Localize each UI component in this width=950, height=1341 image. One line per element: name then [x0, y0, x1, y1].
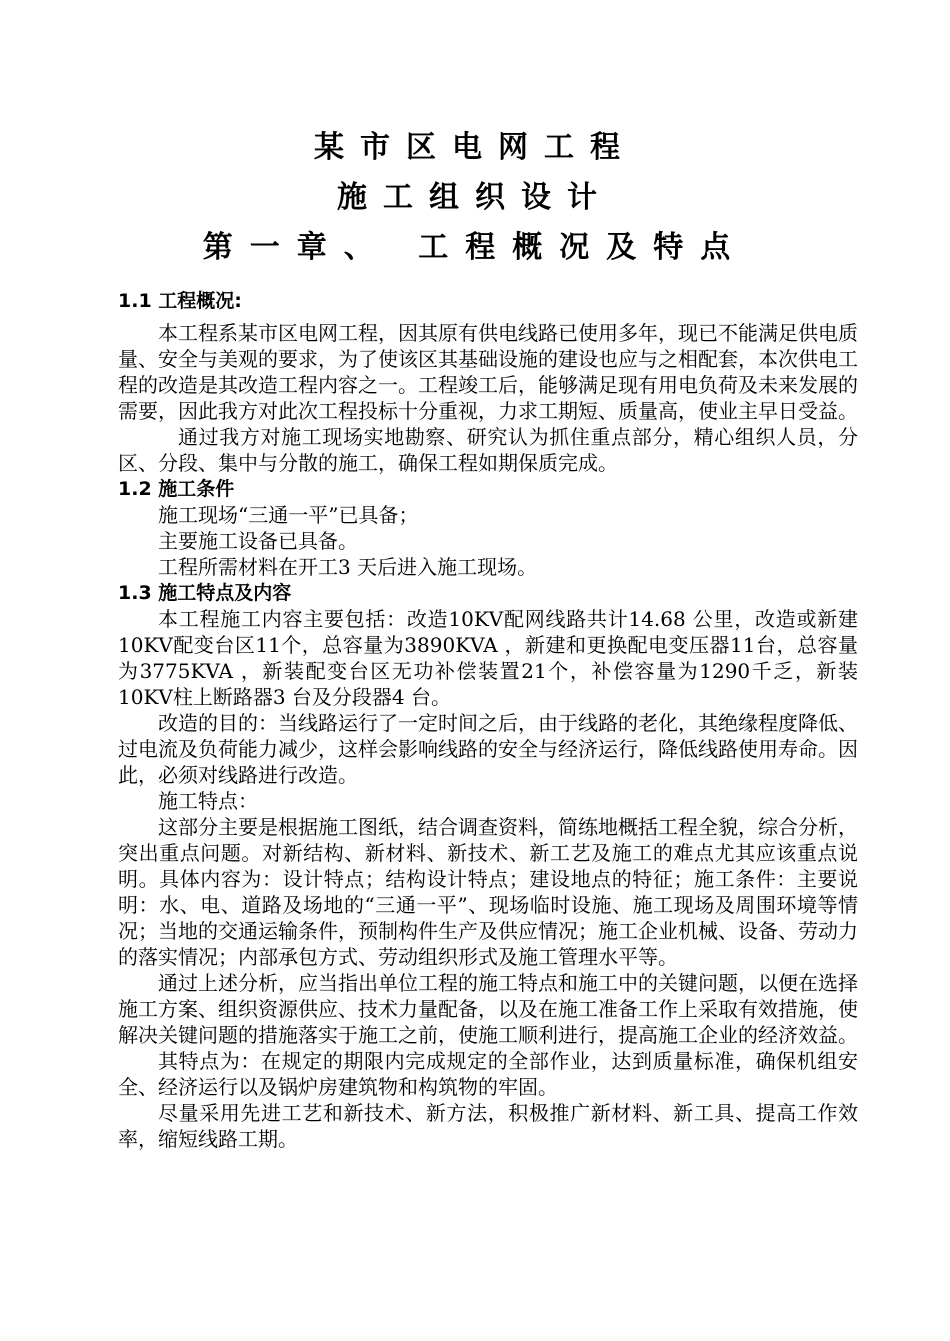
- section-heading-1-2: 1.2 施工条件: [118, 478, 235, 500]
- document-title: 某市区电网工程: [314, 130, 636, 165]
- paragraph: 尽量采用先进工艺和新技术、新方法，积极推广新材料、新工具、提高工作效率，缩短线路工期。: [118, 1101, 858, 1151]
- chapter-title: 第一章、 工程概况及特点: [202, 230, 748, 265]
- paragraph: 其特点为：在规定的期限内完成规定的全部作业，达到质量标准，确保机组安全、经济运行以及锅炉房建筑物和构筑物的牢固。: [118, 1049, 858, 1099]
- document-body: [118, 288, 858, 1152]
- paragraph: 施工特点：: [158, 789, 258, 813]
- paragraph: 本工程系某市区电网工程，因其原有供电线路已使用多年，现已不能满足供电质量、安全与美观的要求，为了使该区其基础设施的建设也应与之相配套，本次供电工程的改造是其改造工程内容之一。工程竣工后，能够满足现有用电负荷及未来发展的需要，因此我方对此次工程投标十分重视，力求工期短、质量高，使业主早日受益。: [118, 321, 858, 423]
- paragraph: 本工程施工内容主要包括：改造10KV配网线路共计14.68 公里，改造或新建10KV配变台区11个，总容量为3890KVA ，新建和更换配电变压器11台，总容量为3775KVA ，新装配变台区无功补偿装置21个，补偿容量为1290千乏，新装10KV柱上断路器3 台及分段器4 台。: [118, 607, 858, 709]
- list-line: 施工现场“三通一平”已具备；: [158, 503, 419, 527]
- paragraph: 这部分主要是根据施工图纸，结合调查资料，简练地概括工程全貌，综合分析，突出重点问题。对新结构、新材料、新技术、新工艺及施工的难点尤其应该重点说明。具体内容为：设计特点；结构设计特点；建设地点的特征；施工条件：主要说明：水、电、道路及场地的“三通一平”、现场临时设施、施工现场及周围环境等情况；当地的交通运输条件，预制构件生产及供应情况；施工企业机械、设备、劳动力的落实情况；内部承包方式、劳动组织形式及施工管理水平等。: [118, 815, 858, 969]
- list-line: 主要施工设备已具备。: [158, 529, 358, 553]
- paragraph: 改造的目的：当线路运行了一定时间之后，由于线路的老化，其绝缘程度降低、过电流及负荷能力减少，这样会影响线路的安全与经济运行，降低线路使用寿命。因此，必须对线路进行改造。: [118, 711, 858, 787]
- list-line: 工程所需材料在开工3 天后进入施工现场。: [158, 555, 538, 579]
- section-heading-1-1: 1.1 工程概况:: [118, 290, 242, 312]
- paragraph: 通过上述分析，应当指出单位工程的施工特点和施工中的关键问题，以便在选择施工方案、组织资源供应、技术力量配备，以及在施工准备工作上采取有效措施，使解决关键问题的措施落实于施工之前，使施工顺利进行，提高施工企业的经济效益。: [118, 971, 858, 1047]
- paragraph: 通过我方对施工现场实地勘察、研究认为抓住重点部分，精心组织人员，分区、分段、集中与分散的施工，确保工程如期保质完成。: [118, 425, 858, 475]
- section-heading-1-3: 1.3 施工特点及内容: [118, 582, 292, 604]
- document-subtitle: 施工组织设计: [337, 180, 613, 215]
